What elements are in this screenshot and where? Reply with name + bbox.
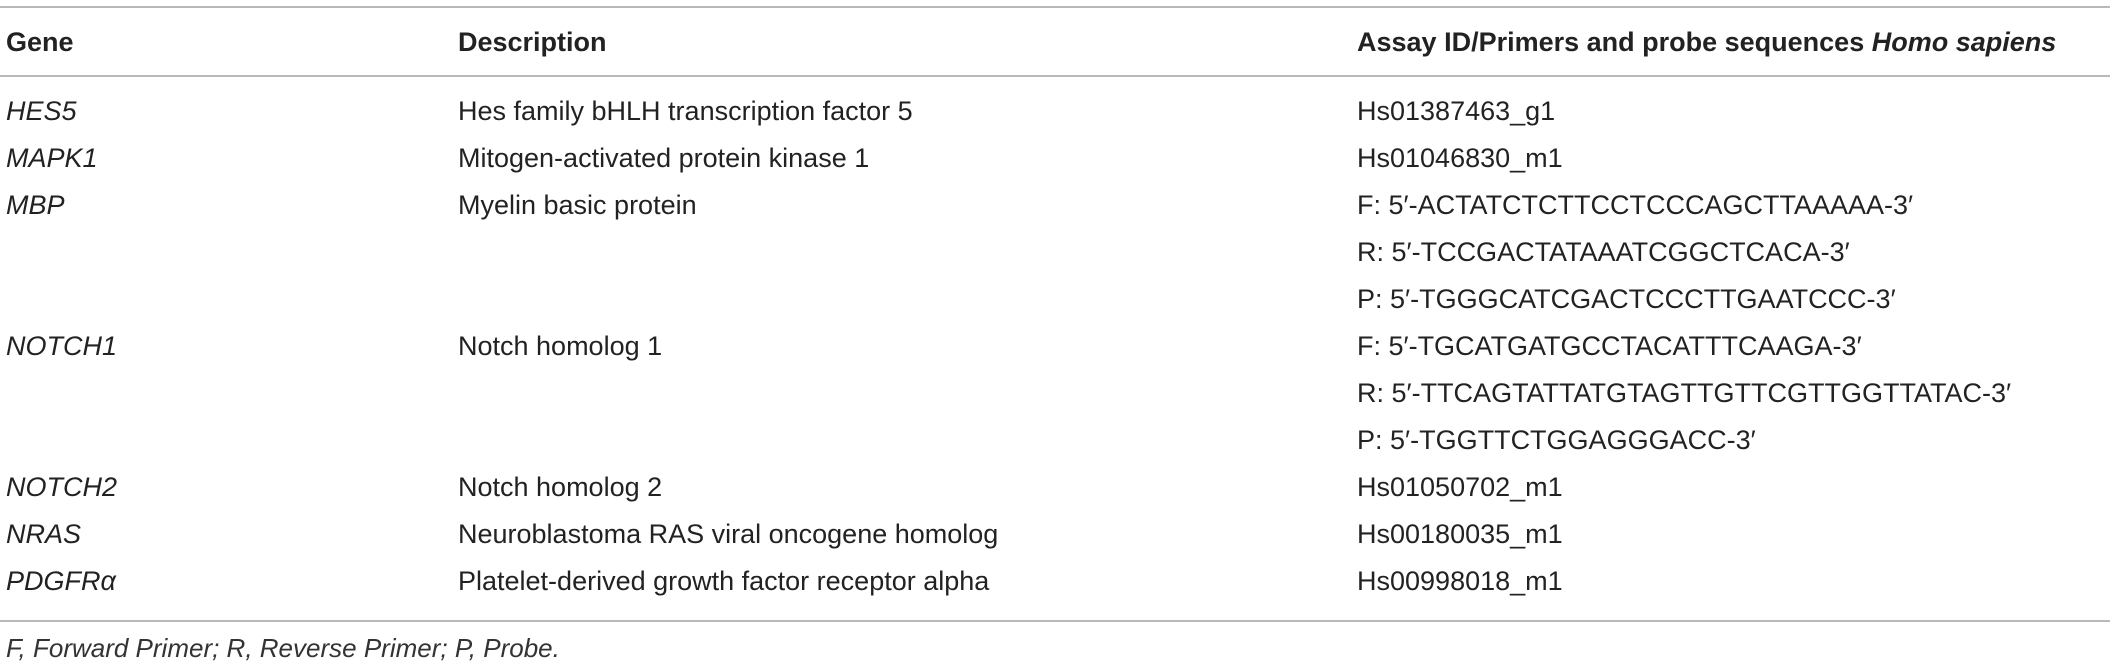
row-assay: F: 5′-ACTATCTCTTCCTCCCAGCTTAAAAA-3′ bbox=[1357, 190, 1914, 220]
row-assay: Hs01046830_m1 bbox=[1357, 143, 1563, 173]
row-gene: MBP bbox=[6, 190, 65, 220]
table-row bbox=[0, 276, 2110, 323]
row-gene: NOTCH1 bbox=[6, 331, 118, 361]
table-row bbox=[0, 323, 2110, 370]
table-row bbox=[0, 182, 2110, 229]
row-assay: P: 5′-TGGTTCTGGAGGGACC-3′ bbox=[1357, 425, 1756, 455]
table-header-row bbox=[0, 17, 2110, 67]
row-assay: Hs00998018_m1 bbox=[1357, 566, 1563, 596]
row-gene: NOTCH2 bbox=[6, 472, 118, 502]
table-top-rule bbox=[0, 6, 2110, 8]
row-assay: Hs00180035_m1 bbox=[1357, 519, 1563, 549]
table-row bbox=[0, 370, 2110, 417]
header-description: Description bbox=[458, 27, 607, 57]
row-assay: R: 5′-TCCGACTATAAATCGGCTCACA-3′ bbox=[1357, 237, 1850, 267]
table-header-rule bbox=[0, 75, 2110, 77]
table-row bbox=[0, 511, 2110, 558]
header-assay-species: Homo sapiens bbox=[1871, 27, 2057, 57]
row-gene: PDGFRα bbox=[6, 566, 116, 596]
header-assay bbox=[1357, 17, 2056, 67]
row-assay: F: 5′-TGCATGATGCCTACATTTCAAGA-3′ bbox=[1357, 331, 1862, 361]
row-description: Mitogen-activated protein kinase 1 bbox=[458, 143, 870, 173]
row-assay: R: 5′-TTCAGTATTATGTAGTTGTTCGTTGGTTATAC-3′ bbox=[1357, 378, 2012, 408]
row-gene: HES5 bbox=[6, 96, 77, 126]
row-gene: MAPK1 bbox=[6, 143, 98, 173]
table-bottom-rule bbox=[0, 620, 2110, 622]
table-row bbox=[0, 88, 2110, 135]
table-row bbox=[0, 135, 2110, 182]
row-assay: Hs01050702_m1 bbox=[1357, 472, 1563, 502]
row-description: Neuroblastoma RAS viral oncogene homolog bbox=[458, 519, 999, 549]
header-gene: Gene bbox=[6, 27, 74, 57]
row-description: Myelin basic protein bbox=[458, 190, 697, 220]
table-row bbox=[0, 558, 2110, 605]
table-row bbox=[0, 417, 2110, 464]
row-description: Hes family bHLH transcription factor 5 bbox=[458, 96, 913, 126]
header-assay-prefix: Assay ID/Primers and probe sequences bbox=[1357, 27, 1865, 57]
row-assay: P: 5′-TGGGCATCGACTCCCTTGAATCCC-3′ bbox=[1357, 284, 1896, 314]
row-assay: Hs01387463_g1 bbox=[1357, 96, 1556, 126]
row-gene: NRAS bbox=[6, 519, 82, 549]
row-description: Notch homolog 1 bbox=[458, 331, 663, 361]
row-description: Platelet-derived growth factor receptor alpha bbox=[458, 566, 990, 596]
table-row bbox=[0, 229, 2110, 276]
row-description: Notch homolog 2 bbox=[458, 472, 663, 502]
table-footnote: F, Forward Primer; R, Reverse Primer; P, Probe. bbox=[6, 633, 560, 663]
table-row bbox=[0, 464, 2110, 511]
